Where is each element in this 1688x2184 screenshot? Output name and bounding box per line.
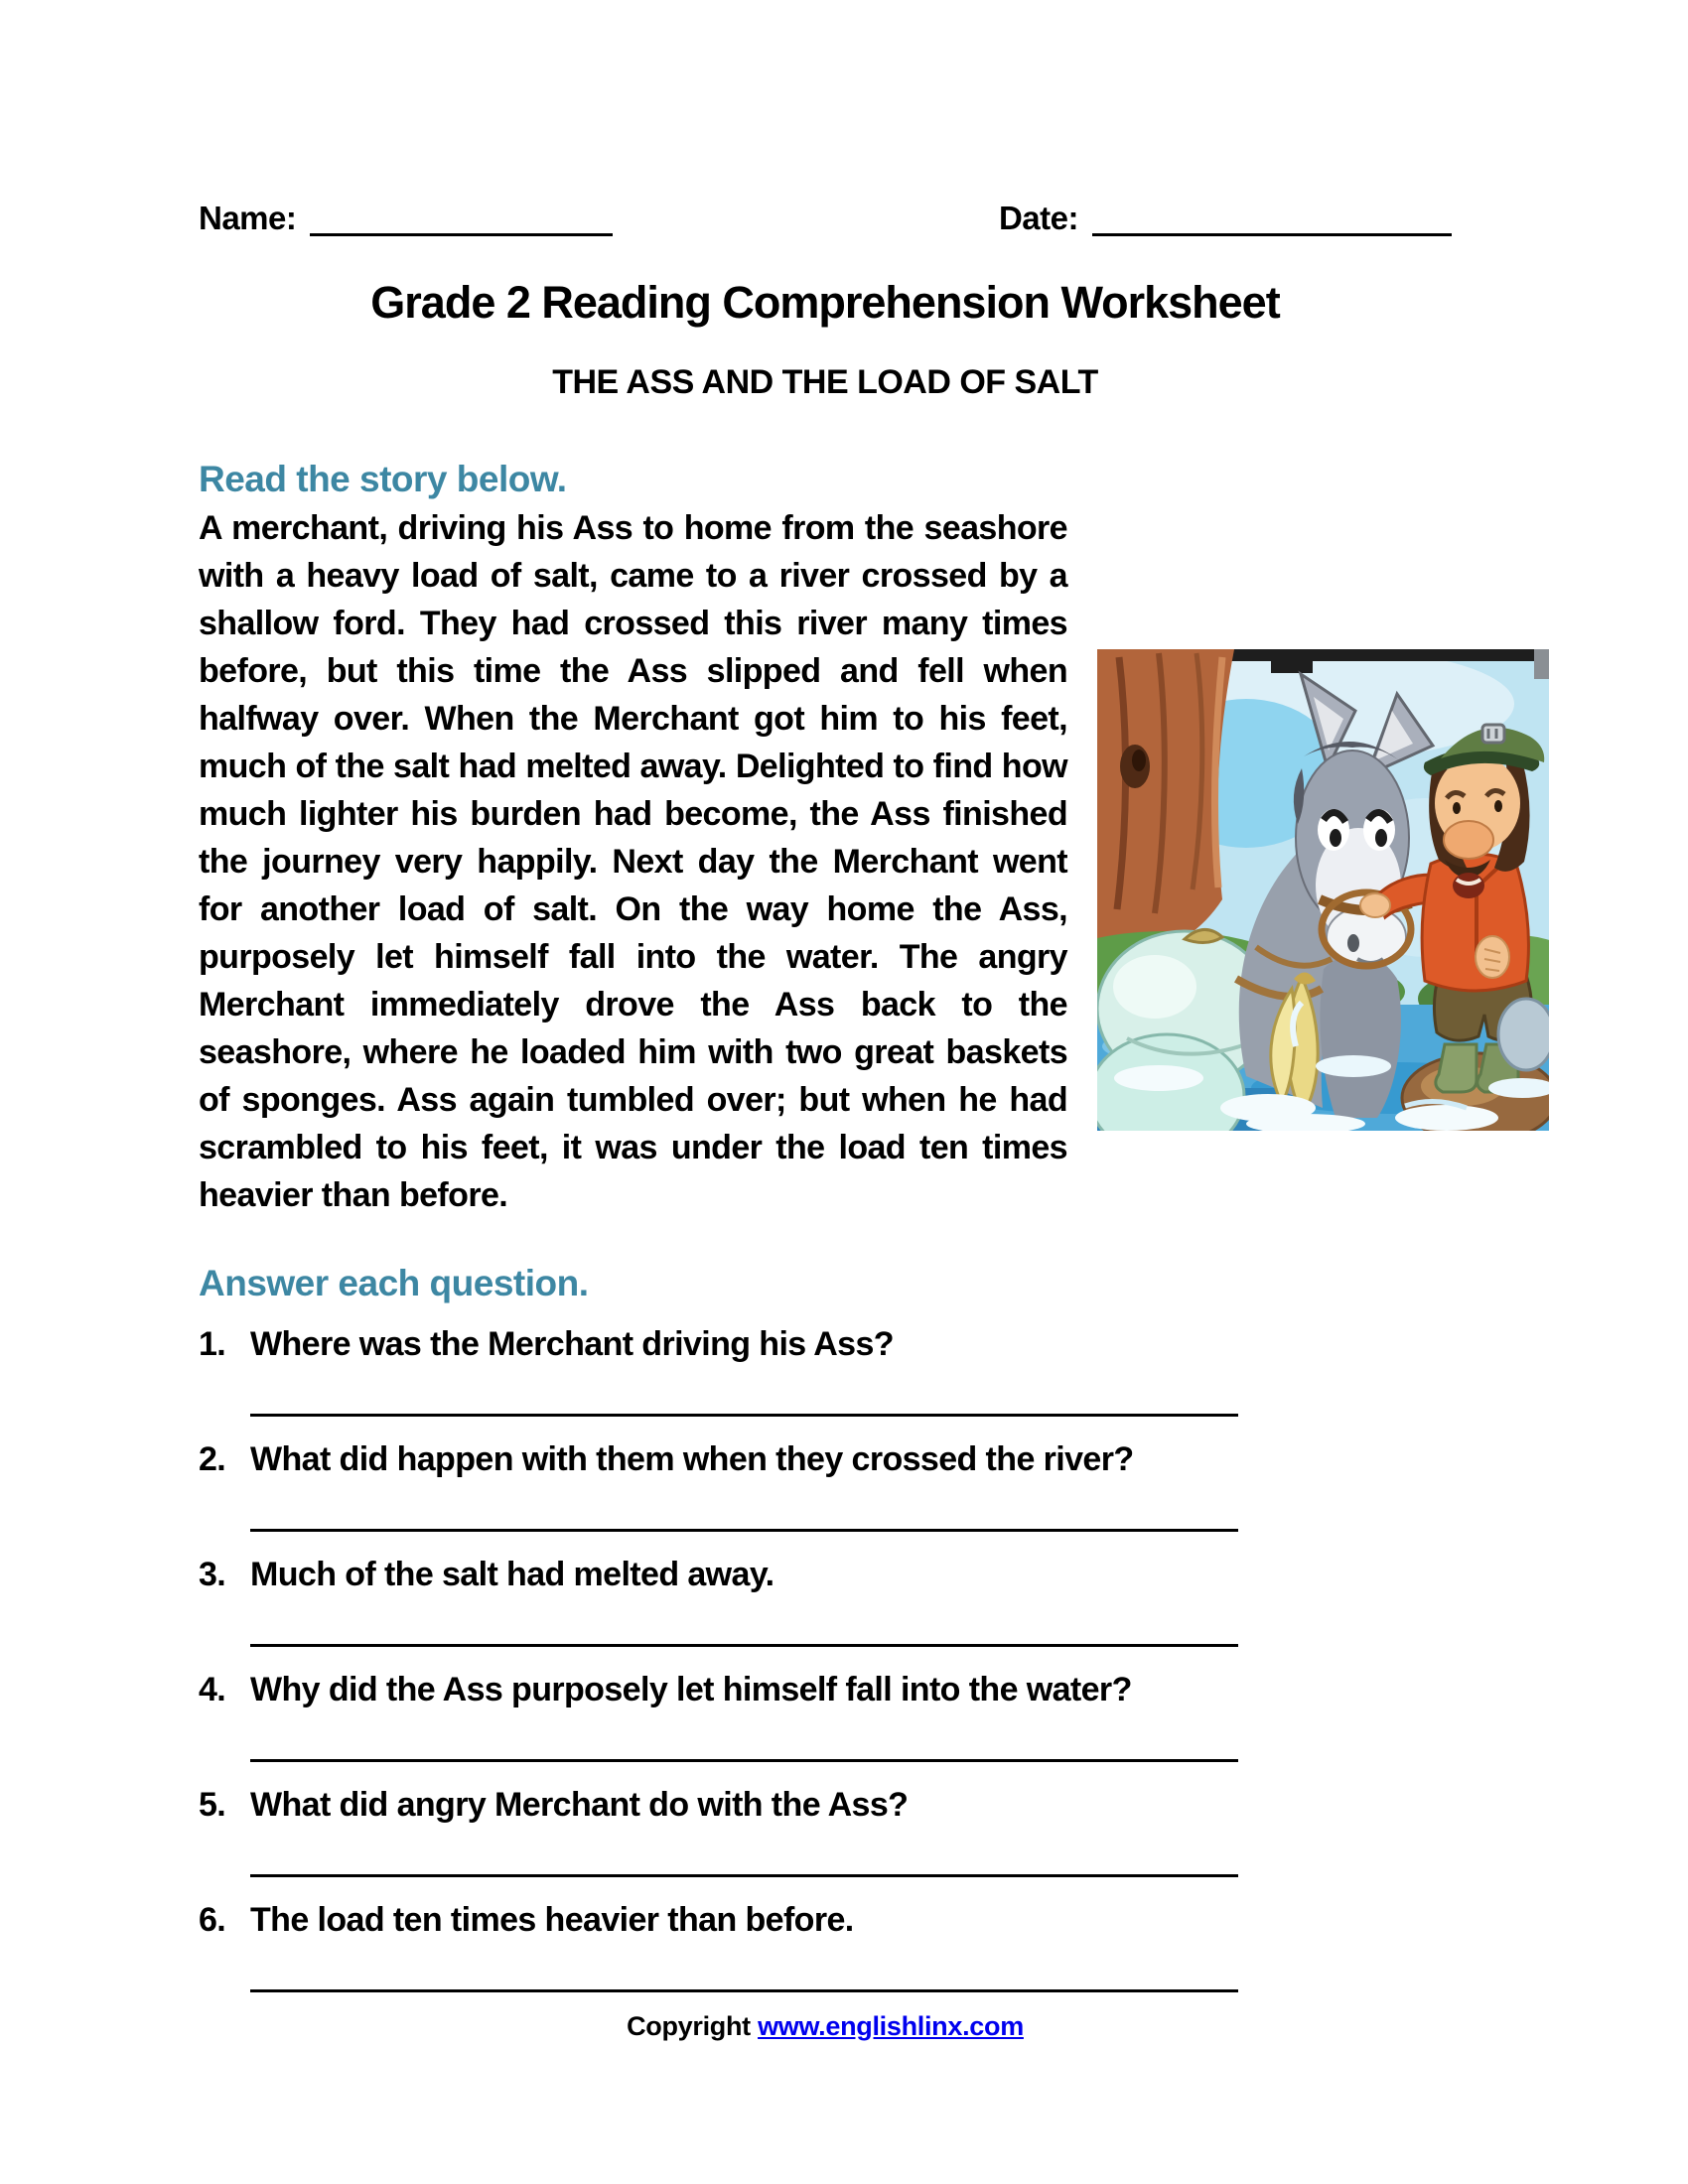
question-item — [199, 1551, 1452, 1647]
question-number: 6. — [199, 1901, 226, 1939]
name-field — [199, 200, 613, 236]
question-number: 3. — [199, 1556, 226, 1593]
question-number: 5. — [199, 1786, 226, 1824]
question-text: The load ten times heavier than before. — [250, 1901, 854, 1939]
copyright-footer — [199, 2011, 1452, 2042]
question-item — [199, 1896, 1452, 1992]
question-item — [199, 1435, 1452, 1532]
englishlinx-link[interactable]: www.englishlinx.com — [758, 2011, 1024, 2041]
answer-blank-line — [250, 1944, 1238, 1992]
answer-blank-line — [250, 1368, 1238, 1417]
story-title: THE ASS AND THE LOAD OF SALT — [552, 363, 1098, 401]
answer-blank-line — [250, 1713, 1238, 1762]
question-number: 4. — [199, 1671, 226, 1708]
answer-blank-line — [250, 1829, 1238, 1877]
question-text: What did angry Merchant do with the Ass? — [250, 1786, 909, 1824]
story-section — [199, 504, 1452, 1219]
question-text: Why did the Ass purposely let himself fall into the water? — [250, 1671, 1132, 1708]
story-text: A merchant, driving his Ass to home from the seashore with a heavy load of salt, came to a river crossed by a shallow ford. They had crossed this river many times before, but this time the Ass slipped and fell when halfway over. When the Merchant got him to his feet, much of the salt had melted away. Delighted to find how much lighter his burden had become, the Ass finished the journey very happily. Next day the Merchant went for another load of salt. On the way home the Ass, purposely let himself fall into the water. The angry Merchant immediately drove the Ass back to the seashore, where he loaded him with two great baskets of sponges. Ass again tumbled over; but when he had scrambled to his feet, it was under the load ten times heavier than before. — [199, 509, 1067, 1214]
date-blank-line — [1092, 200, 1452, 236]
answer-blank-line — [250, 1598, 1238, 1647]
answer-questions-heading: Answer each question. — [199, 1263, 589, 1303]
copyright-label: Copyright — [627, 2011, 751, 2041]
date-field — [999, 200, 1452, 236]
question-number: 2. — [199, 1440, 226, 1478]
name-blank-line — [310, 200, 613, 236]
date-label: Date: — [998, 200, 1078, 236]
name-label: Name: — [199, 200, 297, 236]
question-item — [199, 1781, 1452, 1877]
question-item — [199, 1666, 1452, 1762]
question-text: Where was the Merchant driving his Ass? — [250, 1325, 894, 1363]
question-text: Much of the salt had melted away. — [250, 1556, 774, 1593]
read-story-heading: Read the story below. — [199, 459, 567, 499]
page-title: Grade 2 Reading Comprehension Worksheet — [370, 277, 1280, 328]
questions-list — [199, 1320, 1452, 1992]
question-item — [199, 1320, 1452, 1417]
answer-blank-line — [250, 1483, 1238, 1532]
donkey-merchant-river-image — [1097, 649, 1549, 1131]
name-date-row — [199, 195, 1452, 236]
story-illustration — [1097, 649, 1549, 1131]
question-text: What did happen with them when they crossed the river? — [250, 1440, 1134, 1478]
question-number: 1. — [199, 1325, 226, 1363]
